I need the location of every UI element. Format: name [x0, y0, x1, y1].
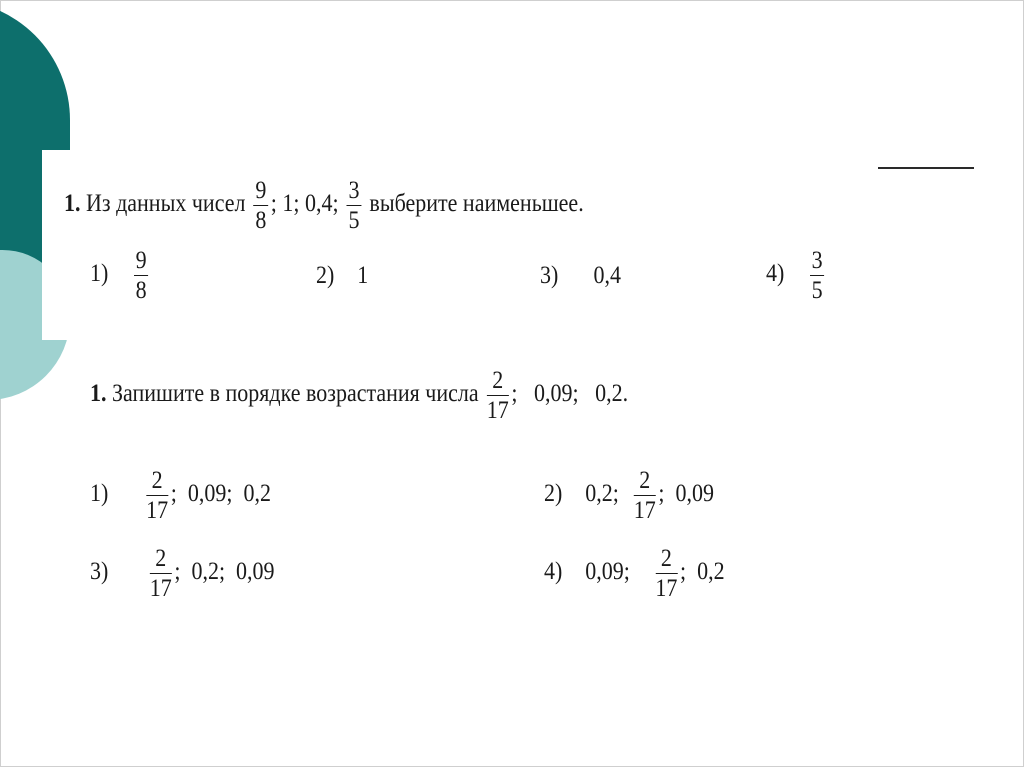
fraction-denominator: 5	[811, 277, 823, 304]
q2-option-1	[90, 468, 271, 523]
question-1-text-end: выберите наименьшее.	[369, 190, 584, 218]
fraction-numerator: 9	[135, 247, 147, 274]
question-2-number: 1.	[90, 380, 107, 408]
option-label: 4)	[544, 558, 563, 586]
question-2-text-end: ; 0,09; 0,2.	[511, 380, 629, 408]
fraction-denominator: 5	[348, 207, 360, 234]
fraction-2-17	[655, 546, 677, 601]
fraction-9-8	[254, 178, 269, 233]
question-2	[90, 368, 628, 423]
top-right-rule	[878, 167, 974, 169]
option-value: 1	[357, 262, 369, 289]
question-1-text: Из данных чисел	[86, 190, 246, 218]
fraction-numerator: 2	[150, 546, 172, 574]
fraction-3-5	[347, 178, 362, 233]
question-1-number: 1.	[64, 190, 81, 218]
option-label: 3)	[90, 558, 109, 586]
fraction-denominator: 17	[146, 497, 169, 524]
question-2-text: Запишите в порядке возрастания числа	[112, 380, 479, 408]
option-after: ; 0,09	[658, 480, 715, 508]
fraction-9-8	[134, 248, 149, 303]
option-label: 4)	[766, 260, 785, 288]
fraction-numerator: 2	[487, 368, 509, 396]
option-after: ; 0,2	[679, 558, 725, 586]
fraction-2-17	[150, 546, 172, 601]
option-label: 2)	[544, 480, 563, 508]
q1-option-3	[540, 262, 621, 290]
fraction-denominator: 17	[486, 397, 509, 424]
fraction-denominator: 17	[149, 575, 172, 602]
fraction-denominator: 17	[633, 497, 656, 524]
fraction-numerator: 2	[634, 468, 656, 496]
q1-option-2	[316, 262, 368, 290]
q1-option-1	[90, 248, 151, 303]
fraction-denominator: 8	[255, 207, 267, 234]
option-after: ; 0,2; 0,09	[174, 558, 275, 586]
question-1-middle: ; 1; 0,4;	[270, 190, 339, 218]
option-label: 1)	[90, 480, 109, 508]
question-1	[64, 178, 584, 233]
option-before: 0,2;	[585, 480, 619, 508]
fraction-numerator: 3	[811, 247, 823, 274]
fraction-numerator: 9	[255, 177, 267, 204]
option-label: 1)	[90, 260, 109, 288]
option-after: ; 0,09; 0,2	[170, 480, 272, 508]
option-label: 2)	[316, 262, 335, 289]
fraction-denominator: 17	[655, 575, 678, 602]
fraction-2-17	[634, 468, 656, 523]
option-label: 3)	[540, 262, 559, 289]
fraction-numerator: 2	[655, 546, 677, 574]
option-before: 0,09;	[585, 558, 630, 586]
q1-option-4	[766, 248, 827, 303]
q2-option-2	[544, 468, 714, 523]
q2-option-4	[544, 546, 725, 601]
fraction-denominator: 8	[135, 277, 147, 304]
fraction-3-5	[810, 248, 825, 303]
fraction-2-17	[146, 468, 168, 523]
q2-option-3	[90, 546, 275, 601]
fraction-numerator: 3	[348, 177, 360, 204]
fraction-numerator: 2	[146, 468, 168, 496]
option-value: 0,4	[593, 262, 622, 289]
fraction-2-17	[487, 368, 509, 423]
